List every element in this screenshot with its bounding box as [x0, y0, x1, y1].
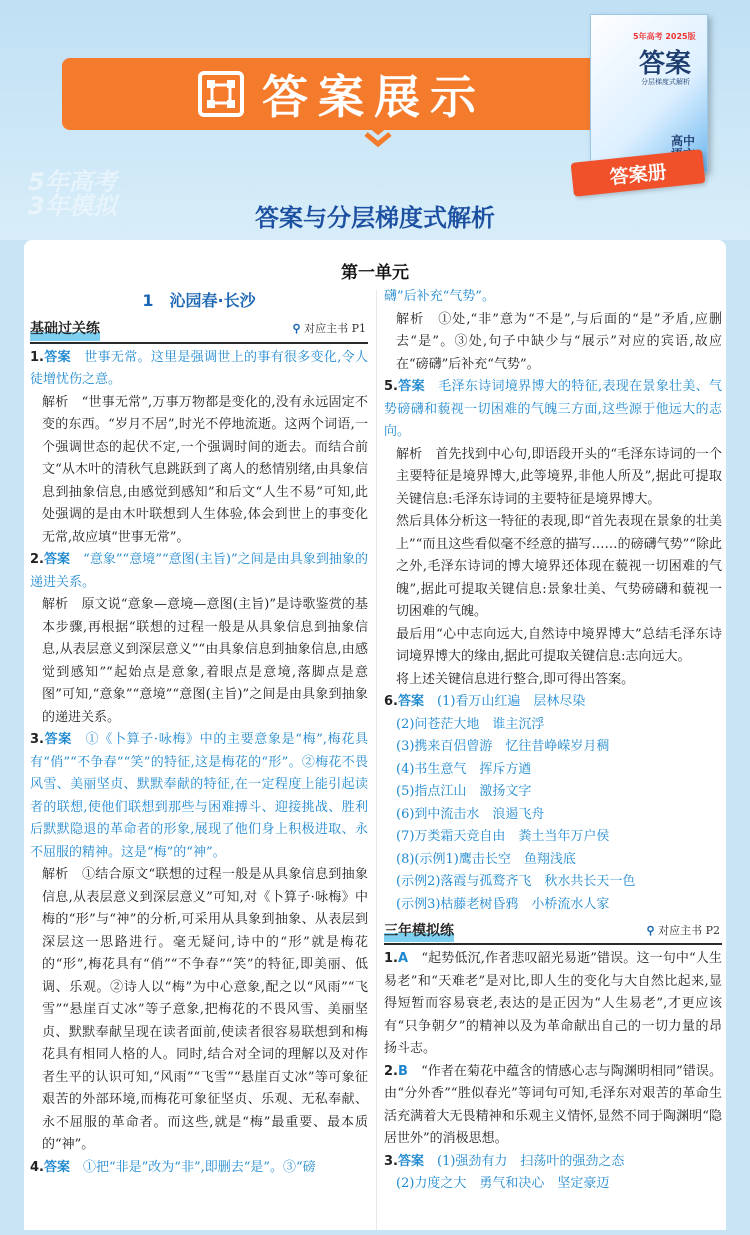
answer-item: (8)(示例1)鹰击长空 鱼翔浅底: [396, 851, 576, 867]
question-number: 3.: [384, 1153, 398, 1169]
question-1-answer: [30, 347, 368, 392]
answer-item: (1)强劲有力 扫荡叶的强劲之态: [437, 1153, 625, 1169]
analysis-text: 原文说“意象—意境—意图(主旨)”是诗歌鉴赏的基本步骤,再根据“联想的过程一般是从具象信息到抽象信息,从表层意义到深层意义”“由具象信息到抽象信息,由感觉到感知”“起始点是意象,着眼点是意境,落脚点是意图”可知,“意象”“意境”“意图(主旨)”之间是由具象到抽象的递进关系。: [42, 597, 368, 725]
section-ref: [647, 920, 720, 943]
answer-item: (3)携来百侣曾游 忆往昔峥嵘岁月稠: [396, 739, 610, 754]
answer-text: “意象”“意境”“意图(主旨)”之间是由具象到抽象的递进关系。: [30, 552, 368, 590]
answer-tag: 答案: [43, 1159, 70, 1175]
book-series-label: 5年高考 2025版: [633, 32, 696, 41]
mock-question-3: [384, 1151, 722, 1174]
answer-tag: 答案: [43, 552, 71, 567]
question-number: 1.: [30, 349, 44, 365]
analysis-tag: 解析: [396, 446, 423, 462]
book-subtitle: 分层梯度式解析: [641, 78, 690, 86]
answer-item: (2)力度之大 勇气和决心 坚定豪迈: [396, 1176, 610, 1191]
question-number: 2.: [30, 552, 44, 567]
answer-text: 毛泽东诗词境界博大的特征,表现在景象壮美、气势磅礴和藐视一切困难的气魄三方面,这些源于他远大的志向。: [384, 379, 722, 439]
answer-item: (7)万类霜天竞自由 粪土当年万户侯: [396, 829, 610, 844]
question-6-answer: [384, 691, 722, 714]
question-1-analysis: [30, 392, 368, 550]
expand-frame-icon: [198, 71, 244, 117]
answer-text: ①《卜算子·咏梅》中的主要意象是“梅”,梅花具有“俏”“不争春”“笑”的特征,这是梅花的“形”。②梅花不畏风雪、美丽坚贞、默默奉献的特征,在一定程度上能引起读者的联想,使他们联想到那些与困难搏斗、迎接挑战、胜利后默默隐退的革命者的形象,展现了他们身上积极进取、永不屈服的精神。这是“梅”的“神”。: [30, 732, 368, 860]
answer-sheet: [24, 240, 726, 1230]
column-divider: [376, 290, 377, 1230]
question-5-analysis-3: 最后用“心中志向远大,自然诗中境界博大”总结毛泽东诗词境界博大的缘由,据此可提取关键信息:志向远大。: [396, 626, 722, 664]
section-name: 三年模拟练: [384, 920, 454, 943]
search-icon: ⚲: [646, 923, 655, 937]
left-column: [30, 290, 368, 1179]
question-4-answer: [30, 1157, 368, 1180]
choice-tag: A: [397, 951, 409, 966]
analysis-tag: 解析: [42, 867, 69, 882]
right-column: [384, 286, 722, 1196]
mock-question-1: [384, 948, 722, 1061]
question-5-analysis-2: 然后具体分析这一特征的表现,即“首先表现在景象的壮美上”“而且这些看似毫不经意的描写……的磅礴气势”“除此之外,毛泽东诗词的博大境界还体现在藐视一切困难的气魄”,据此可提取关键信息:景象壮美、气势磅礴和藐视一切困难的气魄。: [396, 514, 722, 619]
question-3-answer: [30, 729, 368, 864]
search-icon: ⚲: [292, 322, 301, 336]
analysis-text: “世事无常”,万事万物都是变化的,没有永远固定不变的东西。“岁月不居”,时光不停地流逝。这两个词语,一个强调世态的起伏不定,一个强调时间的逝去。而结合前文“从木叶的清秋气息跳跃到了离人的愁情别绪,由具象信息到抽象信息,由感觉到感知”和后文“人生不易”可知,此处强调的是由木叶联想到人生体验,体会到世上的事变化无常,故应填“世事无常”。: [42, 394, 368, 545]
question-3-analysis: [30, 864, 368, 1157]
series-watermark: 5年高考 3年模拟: [28, 168, 117, 220]
analysis-text: ①结合原文“联想的过程一般是从具象信息到抽象信息,从表层意义到深层意义”可知,对《卜算子·咏梅》中梅的“形”与“神”的分析,可采用从具象到抽象、从表层到深层这一思路进行。毫无疑问,诗中的“形”就是梅花的“形”,梅花具有“俏”“不争春”“笑”的特征,即美丽、低调、乐观。②诗人以“梅”为中心意象,配之以“风雨”“飞雪”“悬崖百丈冰”等子意象,把梅花的不畏风雪、美丽坚贞、默默奉献呈现在读者面前,使读者很容易联想到和梅花具有相同人格的人。同时,结合对全词的理解以及对作者生平的认识可知,“风雨”“飞雪”“悬崖百丈冰”等可象征艰苦的外部环境,而梅花可象征坚贞、乐观、无私奉献、永不屈服的革命者。而这些,就是“梅”最重要、最本质的“神”。: [42, 867, 368, 1152]
answer-tag: 答案: [43, 349, 71, 365]
section-ref-text: 对应主书 P2: [658, 923, 720, 937]
question-5-answer: [384, 376, 722, 444]
answer-tag: 答案: [397, 379, 425, 394]
section-header-basic: [30, 319, 368, 344]
mock-question-2: [384, 1061, 722, 1151]
answer-item: (示例2)落霞与孤鹜齐飞 秋水共长天一色: [396, 874, 636, 889]
unit-title: 第一单元: [341, 263, 409, 283]
answer-item: (4)书生意气 挥斥方遒: [396, 761, 532, 777]
question-number: 1.: [384, 951, 398, 966]
question-number: 2.: [384, 1063, 398, 1079]
banner-title: 答案展示: [262, 70, 486, 124]
question-2-answer: [30, 549, 368, 594]
book-subject: 高中: [671, 134, 696, 148]
analysis-text: ①处,“非”意为“不是”,与后面的“是”矛盾,应删去“是”。③处,句子中缺少与“展示”对应的宾语,故应在“磅礴”后补充“气势”。: [396, 311, 722, 372]
question-4-analysis: [384, 309, 722, 377]
choice-tag: B: [397, 1063, 408, 1079]
answer-item: (1)看万山红遍 层林尽染: [437, 694, 586, 709]
analysis-text: 首先找到中心句,即语段开头的“毛泽东诗词的一个主要特征是境界博大,此等境界,非他人所及”,据此可提取关键信息:毛泽东诗词的主要特征是境界博大。: [396, 446, 722, 507]
analysis-text: “起势低沉,作者悲叹韶光易逝”错误。这一句中“人生易老”和“天难老”是对比,即人生的变化与大自然比起来,显得短暂而容易衰老,表达的是正因为“人生易老”,才更应该有“只争朝夕”的精神以及为革命献出自己的一切力量的昂扬斗志。: [384, 951, 722, 1056]
answer-item: (2)问苍茫大地 谁主沉浮: [396, 716, 545, 732]
page-subtitle: 答案与分层梯度式解析: [255, 204, 495, 232]
answer-item: (示例3)枯藤老树昏鸦 小桥流水人家: [396, 896, 610, 912]
section-ref: [293, 318, 366, 341]
analysis-tag: 解析: [42, 394, 69, 410]
section-header-mock: [384, 920, 722, 945]
question-number: 3.: [30, 732, 44, 747]
answer-item: (6)到中流击水 浪遏飞舟: [396, 806, 545, 822]
answer-text: ①把“非是”改为“非”,即删去“是”。③“磅: [83, 1159, 316, 1175]
question-number: 5.: [384, 379, 398, 394]
section-name: 基础过关练: [30, 318, 100, 341]
question-2-analysis: [30, 594, 368, 729]
answer-tag: 答案: [43, 732, 72, 747]
answer-item: (5)指点江山 激扬文字: [396, 784, 532, 799]
analysis-text: “作者在菊花中蕴含的情感心志与陶渊明相同”错误。由“分外香”“胜似春光”等词句可知,毛泽东对艰苦的革命生活充满着大无畏精神和乐观主义情怀,显然不同于陶渊明“隐居世外”的消极思想。: [384, 1063, 722, 1146]
question-number: 6.: [384, 694, 398, 709]
header-banner: [62, 58, 622, 130]
book-title: 答案: [639, 49, 692, 79]
answer-tag: 答案: [397, 694, 424, 709]
question-5-analysis: [384, 444, 722, 512]
question-number: 4.: [30, 1159, 44, 1175]
analysis-tag: 解析: [42, 597, 69, 612]
book-band-label: 答案册: [608, 160, 668, 189]
answer-text: 世事无常。这里是强调世上的事有很多变化,令人徒增忧伤之意。: [30, 349, 368, 387]
question-5-analysis-4: 将上述关键信息进行整合,即可得出答案。: [396, 671, 635, 687]
analysis-tag: 解析: [396, 311, 425, 327]
double-chevron-down-icon: [362, 118, 394, 150]
lesson-title: 1 沁园春·长沙: [142, 291, 256, 310]
section-ref-text: 对应主书 P1: [304, 322, 366, 336]
answer-book-cover: [590, 14, 708, 172]
answer-tag: 答案: [397, 1153, 424, 1169]
question-4-answer-cont: 礴”后补充“气势”。: [384, 289, 495, 304]
